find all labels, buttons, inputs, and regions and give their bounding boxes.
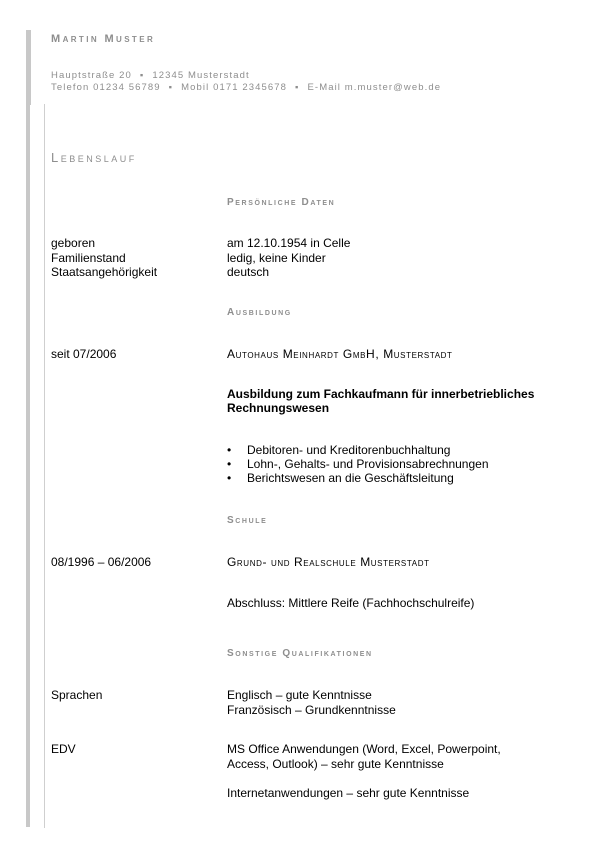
- mobile: Mobil 0171 2345678: [181, 82, 288, 93]
- value-language-2: Französisch – Grundkenntnisse: [227, 703, 396, 717]
- education-tasks: [227, 443, 489, 485]
- value-family: ledig, keine Kinder: [227, 251, 326, 265]
- margin-bar-top: [26, 30, 31, 105]
- heading-personal: Persönliche Daten: [227, 197, 336, 208]
- heading-education: Ausbildung: [227, 307, 292, 318]
- list-item: • Debitoren- und Kreditorenbuchhaltung: [227, 443, 451, 457]
- contact-row-phone: [51, 82, 441, 94]
- heading-other: Sonstige Qualifikationen: [227, 648, 373, 659]
- margin-rule: [44, 104, 45, 828]
- label-born: geboren: [51, 236, 96, 250]
- address: Hauptstraße 20: [51, 70, 132, 81]
- education-company: Autohaus Meinhardt GmbH, Musterstadt: [227, 347, 453, 361]
- value-it-1: MS Office Anwendungen (Word, Excel, Powerpoint,: [227, 742, 501, 756]
- value-language-1: Englisch – gute Kenntnisse: [227, 688, 372, 702]
- email: E-Mail m.muster@web.de: [307, 82, 442, 93]
- contact-block: [51, 70, 441, 94]
- heading-school: Schule: [227, 515, 268, 526]
- separator-icon: ▪: [295, 82, 300, 93]
- value-it-2: Access, Outlook) – sehr gute Kenntnisse: [227, 757, 444, 771]
- school-name: Grund- und Realschule Musterstadt: [227, 555, 430, 569]
- applicant-name: Martin Muster: [51, 33, 156, 45]
- separator-icon: ▪: [168, 82, 174, 93]
- list-item: • Berichtswesen an die Geschäftsleitung: [227, 471, 454, 485]
- list-item: • Lohn-, Gehalts- und Provisionsabrechnungen: [227, 457, 489, 471]
- education-date: seit 07/2006: [51, 347, 117, 361]
- bullet-icon: •: [227, 471, 232, 485]
- value-nationality: deutsch: [227, 265, 270, 279]
- school-date: 08/1996 – 06/2006: [51, 555, 152, 569]
- document-title: Lebenslauf: [51, 150, 137, 165]
- label-family: Familienstand: [51, 251, 126, 265]
- margin-bar: [26, 105, 30, 827]
- education-role: Ausbildung zum Fachkaufmann für innerbetriebliches Rechnungswesen: [227, 387, 535, 415]
- school-degree: Abschluss: Mittlere Reife (Fachhochschulreife): [227, 596, 475, 610]
- city: 12345 Musterstadt: [152, 70, 250, 81]
- bullet-icon: •: [227, 443, 232, 457]
- bullet-icon: •: [227, 457, 232, 471]
- label-nationality: Staatsangehörigkeit: [51, 265, 158, 279]
- value-it-3: Internetanwendungen – sehr gute Kenntnisse: [227, 786, 470, 800]
- label-languages: Sprachen: [51, 688, 103, 702]
- separator-icon: ▪: [139, 70, 145, 81]
- label-it: EDV: [51, 742, 76, 756]
- contact-row-address: [51, 70, 441, 82]
- value-born: am 12.10.1954 in Celle: [227, 236, 351, 250]
- phone: Telefon 01234 56789: [51, 82, 161, 93]
